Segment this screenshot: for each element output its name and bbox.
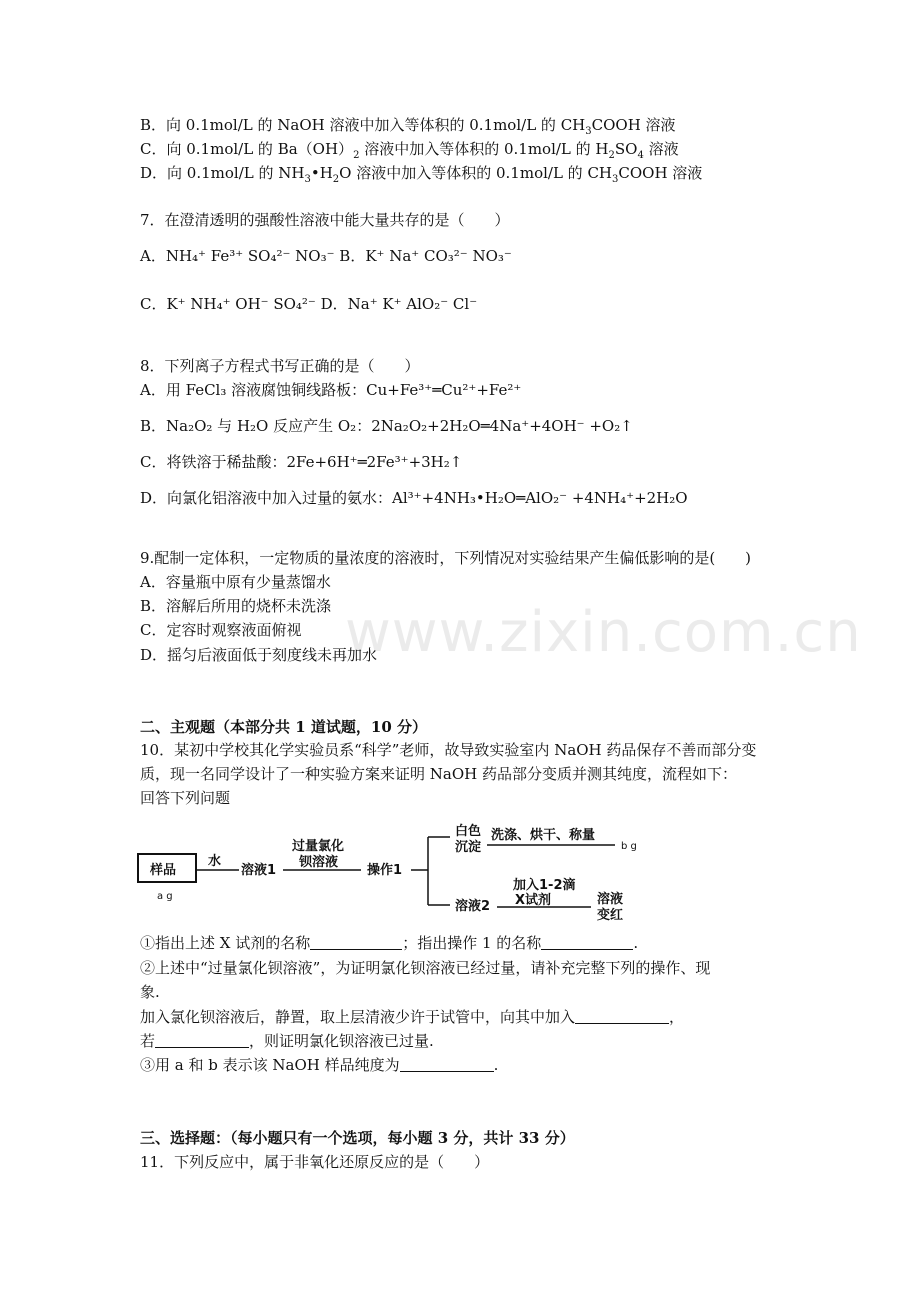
q9-stem: 9.配制一定体积，一定物质的量浓度的溶液时，下列情况对实验结果产生偏低影响的是( ): [140, 549, 752, 567]
q7-options-cd: C．K⁺ NH₄⁺ OH⁻ SO₄²⁻ D．Na⁺ K⁺ AlO₂⁻ Cl⁻: [140, 295, 478, 313]
answer-blank-reagent[interactable]: [310, 935, 402, 950]
process-label: 洗涤、烘干、称量: [491, 828, 596, 843]
reagent-top-label: 过量氯化: [292, 839, 345, 854]
sample-mass-label: a g: [157, 891, 173, 902]
solution2-label: 溶液2: [455, 899, 491, 914]
sample-label: 样品: [150, 863, 177, 878]
q6-option-d: D．向 0.1mol/L 的 $NH_3•H_2O$ 溶液中加入等体积的 0.1mol/L 的 $CH_3COOH$ 溶液: [140, 164, 703, 185]
q10-sub2-line4: 若 ，则证明氯化钡溶液已过量.: [140, 1032, 434, 1050]
answer-blank-added-reagent[interactable]: [575, 1009, 669, 1024]
answer-blank-purity[interactable]: [400, 1057, 494, 1072]
q8-stem: 8．下列离子方程式书写正确的是（ ）: [140, 357, 420, 375]
section2-heading: 二、主观题（本部分共 1 道试题，10 分）: [140, 718, 427, 736]
q10-text-line2: 质，现一名同学设计了一种实验方案来证明 NaOH 药品部分变质并测其纯度，流程如下：: [140, 765, 737, 783]
q10-sub2-line2: 象.: [140, 983, 160, 1001]
q8-option-c: C．将铁溶于稀盐酸：2Fe+6H⁺═2Fe³⁺+3H₂↑: [140, 453, 463, 471]
q9-option-b: B．溶解后所用的烧杯未洗涤: [140, 597, 332, 615]
operation1-label: 操作1: [367, 863, 403, 878]
q9-option-d: D．摇匀后液面低于刻度线未再加水: [140, 646, 378, 664]
water-label: 水: [208, 854, 222, 869]
reagent-bottom-label: 钡溶液: [299, 855, 339, 870]
q10-text-line1: 10．某初中学校其化学实验员系“科学”老师，故导致实验室内 NaOH 药品保存不善而部分变: [140, 741, 757, 759]
add-bottom-label: X试剂: [515, 893, 552, 908]
q10-sub2-line1: ②上述中“过量氯化钡溶液”，为证明氯化钡溶液已经过量，请补充完整下列的操作、现: [140, 959, 711, 977]
q11-stem: 11．下列反应中，属于非氧化还原反应的是（ ）: [140, 1153, 490, 1171]
add-top-label: 加入1-2滴: [513, 878, 576, 893]
q7-stem: 7．在澄清透明的强酸性溶液中能大量共存的是（ ）: [140, 211, 510, 229]
result-top-label: 溶液: [597, 892, 624, 907]
q8-option-a: A．用 FeCl₃ 溶液腐蚀铜线路板：Cu+Fe³⁺═Cu²⁺+Fe²⁺: [140, 381, 522, 399]
section3-heading: 三、选择题：（每小题只有一个选项，每小题 3 分，共计 33 分）: [140, 1129, 575, 1147]
watermark: www.zixin.com.cn: [345, 600, 862, 665]
q9-option-c: C．定容时观察液面俯视: [140, 621, 302, 639]
solution1-label: 溶液1: [241, 863, 277, 878]
flow-diagram: [135, 815, 665, 927]
q9-option-a: A．容量瓶中原有少量蒸馏水: [140, 573, 331, 591]
precipitate-mass-label: b g: [621, 841, 637, 852]
q10-sub3: ③用 a 和 b 表示该 NaOH 样品纯度为 .: [140, 1056, 499, 1074]
precipitate-top-label: 白色: [455, 824, 482, 839]
q10-sub2-line3: 加入氯化钡溶液后，静置，取上层清液少许于试管中，向其中加入 ，: [140, 1008, 685, 1026]
answer-blank-phenomenon[interactable]: [155, 1033, 249, 1048]
q10-text-line3: 回答下列问题: [140, 789, 231, 807]
result-bottom-label: 变红: [597, 908, 624, 923]
q7-options-ab: A．NH₄⁺ Fe³⁺ SO₄²⁻ NO₃⁻ B．K⁺ Na⁺ CO₃²⁻ NO₃⁻: [140, 247, 512, 265]
precipitate-bottom-label: 沉淀: [455, 840, 482, 855]
q8-option-d: D．向氯化铝溶液中加入过量的氨水：Al³⁺+4NH₃•H₂O═AlO₂⁻ +4NH₄⁺+2H₂O: [140, 489, 688, 507]
q6-option-c: C．向 0.1mol/L 的 $Ba(OH)_2$ 溶液中加入等体积的 0.1mol/L 的 $H_2SO_4$ 溶液: [140, 140, 679, 161]
answer-blank-operation[interactable]: [541, 935, 633, 950]
q10-sub1: ①指出上述 X 试剂的名称 ；指出操作 1 的名称 .: [140, 934, 639, 952]
q6-option-b: B．向 0.1mol/L 的 NaOH 溶液中加入等体积的 0.1mol/L 的 $CH_3COOH$ 溶液: [140, 116, 676, 137]
q8-option-b: B．Na₂O₂ 与 H₂O 反应产生 O₂：2Na₂O₂+2H₂O═4Na⁺+4OH⁻ +O₂↑: [140, 417, 633, 435]
